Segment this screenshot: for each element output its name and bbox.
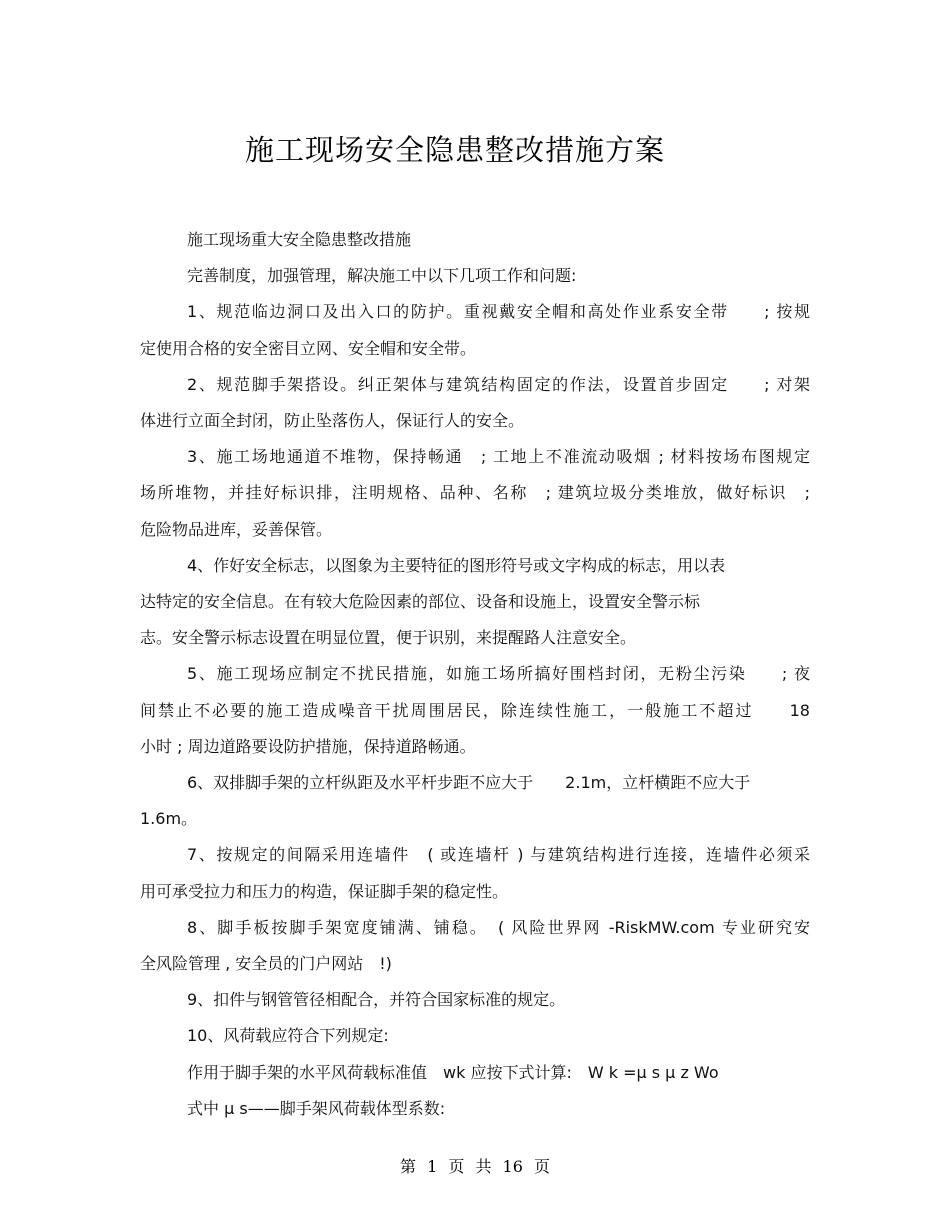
- item-4-line-1: 4、作好安全标志，以图象为主要特征的图形符号或文字构成的标志，用以表: [187, 555, 726, 575]
- item-5-line-3: 小时 ; 周边道路要设防护措施，保持道路畅通。: [140, 736, 476, 756]
- item-8-line-2: 全风险管理 , 安全员的门户网站 !): [140, 954, 392, 974]
- item-8-line-1: 8、脚手板按脚手架宽度铺满、铺稳。 ( 风险世界网 -RiskMW.com 专业研究安: [187, 917, 810, 937]
- item-7-line-2: 用可承受拉力和压力的构造，保证脚手架的稳定性。: [140, 881, 509, 901]
- page-number-footer: 第 1 页 共 16 页: [400, 1157, 550, 1176]
- wind-load-formula-line: 作用于脚手架的水平风荷载标准值 wk 应按下式计算: W k =μ s μ z Wo: [187, 1062, 719, 1082]
- item-2-line-2: 体进行立面全封闭，防止坠落伤人，保证行人的安全。: [140, 411, 525, 431]
- section-heading: 施工现场重大安全隐患整改措施: [187, 230, 412, 249]
- item-6-line-1: 6、双排脚手架的立杆纵距及水平杆步距不应大于 2.1m，立杆横距不应大于: [187, 773, 751, 793]
- document-title: 施工现场安全隐患整改措施方案: [244, 133, 665, 167]
- item-3-line-3: 危险物品进库，妥善保管。: [140, 519, 333, 539]
- document-body: [140, 222, 810, 1127]
- item-4-line-2: 达特定的安全信息。在有较大危险因素的部位、设备和设施上，设置安全警示标: [140, 592, 701, 612]
- intro-line: 完善制度，加强管理，解决施工中以下几项工作和问题:: [187, 266, 577, 286]
- item-1-line-1: 1、规范临边洞口及出入口的防护。重视戴安全帽和高处作业系安全带 ; 按规: [187, 302, 810, 322]
- item-3-line-2: 场所堆物，并挂好标识排，注明规格、品种、名称 ; 建筑垃圾分类堆放，做好标识 ;: [140, 483, 810, 503]
- item-7-line-1: 7、按规定的间隔采用连墙件 ( 或连墙杆 ) 与建筑结构进行连接，连墙件必须采: [187, 845, 810, 865]
- item-4-line-3: 志。安全警示标志设置在明显位置，便于识别，来提醒路人注意安全。: [140, 628, 637, 648]
- item-3-line-1: 3、施工场地通道不堆物，保持畅通 ; 工地上不准流动吸烟 ; 材料按场布图规定: [187, 447, 810, 467]
- item-6-line-2: 1.6m。: [140, 809, 198, 829]
- item-10-line: 10、风荷载应符合下列规定:: [187, 1026, 389, 1046]
- item-2-line-1: 2、规范脚手架搭设。纠正架体与建筑结构固定的作法，设置首步固定 ; 对架: [187, 374, 810, 394]
- item-5-line-2: 间禁止不必要的施工造成噪音干扰周围居民，除连续性施工，一般施工不超过 18: [140, 700, 810, 720]
- item-1-line-2: 定使用合格的安全密目立网、安全帽和安全带。: [140, 338, 477, 358]
- item-9-line: 9、扣件与钢管管径相配合，并符合国家标准的规定。: [187, 990, 566, 1010]
- coefficient-definition-line: 式中 μ s——脚手架风荷载体型系数:: [187, 1098, 446, 1118]
- item-5-line-1: 5、施工现场应制定不扰民措施，如施工场所搞好围档封闭，无粉尘污染 ; 夜: [187, 664, 810, 684]
